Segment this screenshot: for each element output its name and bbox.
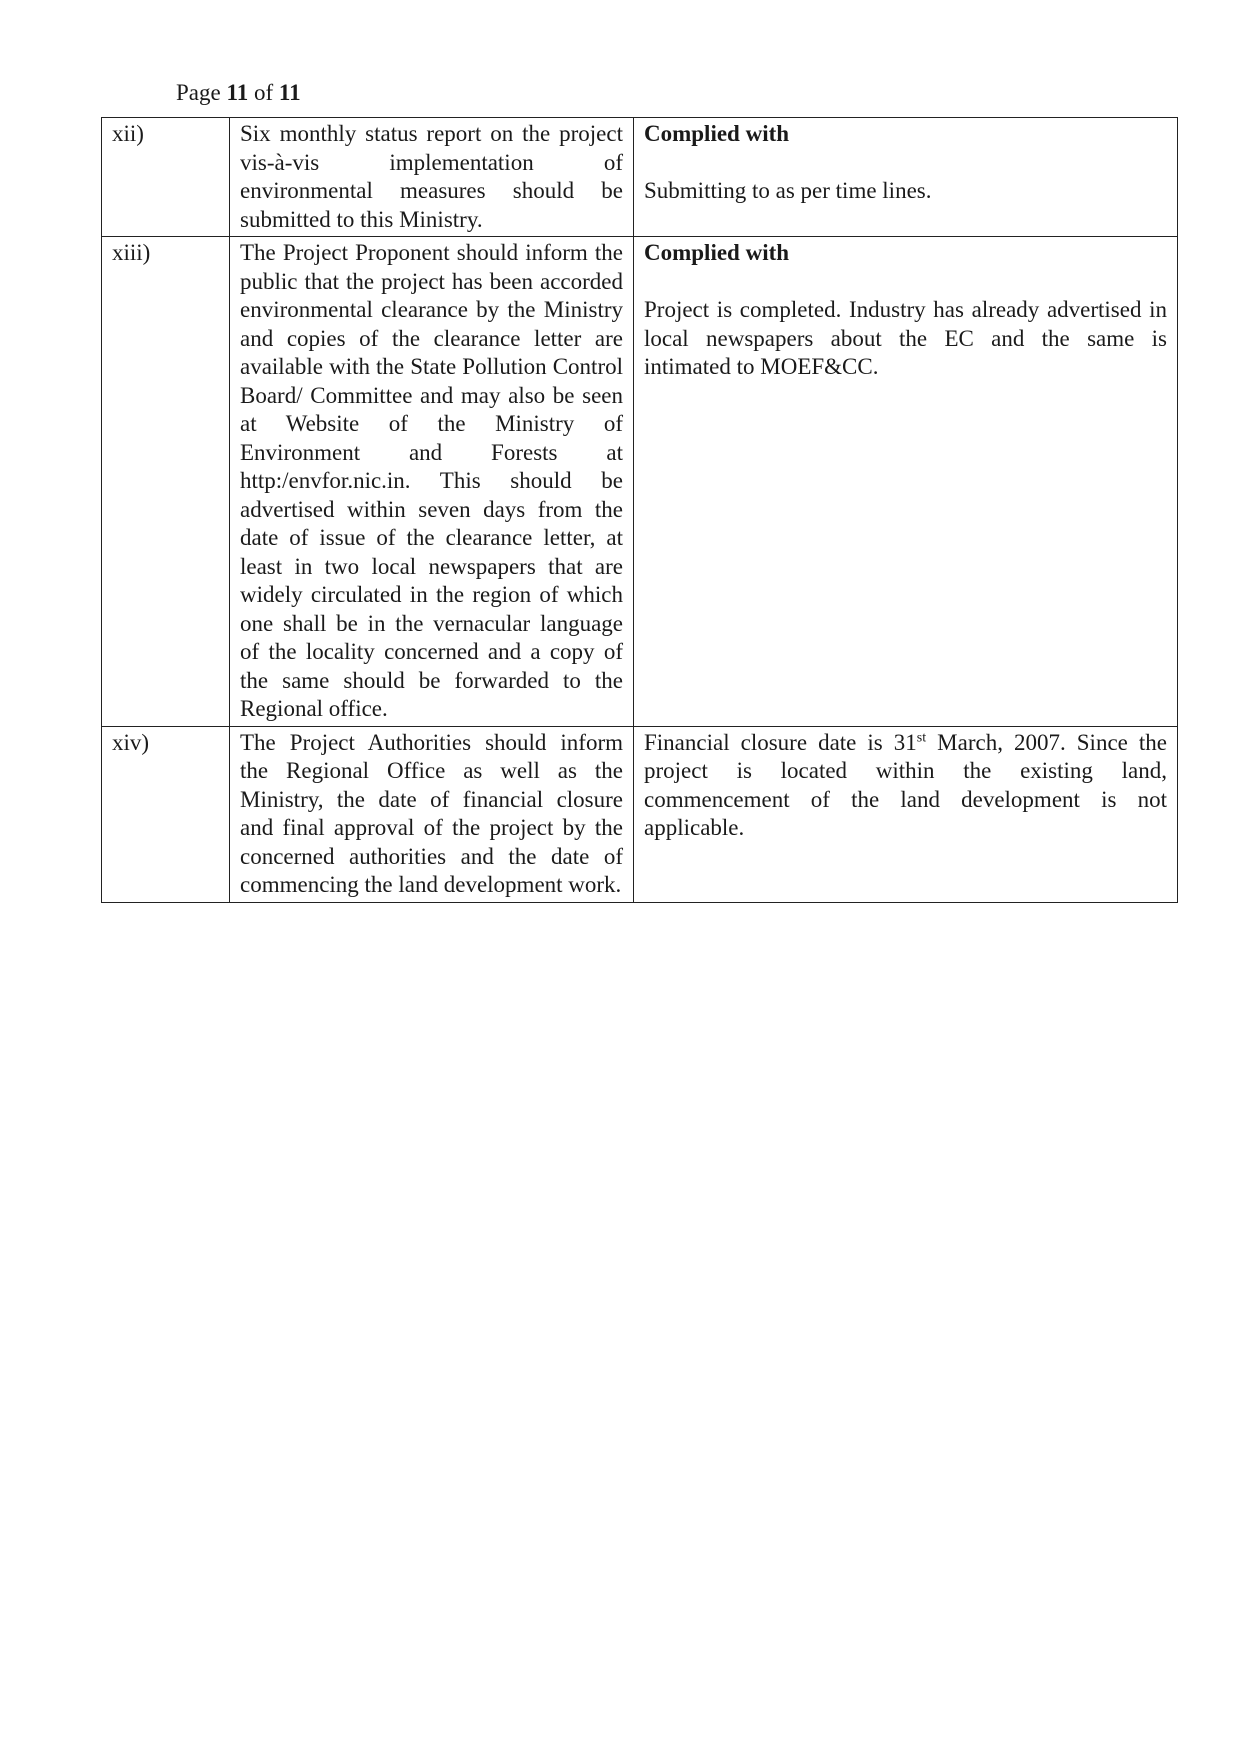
page-number: [176, 80, 301, 106]
condition-number: xiv): [102, 726, 230, 902]
condition-text: The Project Authorities should inform the Regional Office as well as the Ministry, the date of financial closure and final approval of the project by the concerned authorities and the date of commencing the land development work.: [230, 726, 634, 902]
status-text: Project is completed. Industry has already advertised in local newspapers about the EC and the same is intimated to MOEF&CC.: [644, 297, 1167, 379]
page-total: 11: [278, 80, 301, 105]
table-row: [102, 726, 1178, 902]
status-heading: Complied with: [644, 121, 790, 146]
condition-number: xiii): [102, 237, 230, 727]
compliance-status: [634, 118, 1178, 237]
condition-text: Six monthly status report on the project vis-à-vis implementation of environmental measures should be submitted to this Ministry.: [230, 118, 634, 237]
table-row: [102, 237, 1178, 727]
compliance-status: [634, 237, 1178, 727]
condition-text: The Project Proponent should inform the public that the project has been accorded environmental clearance by the Ministry and copies of the clearance letter are available with the State Pollution Control Board/ Committee and may also be seen at Website of the Ministry of Environment and Forests at http:/envfor.nic.in. This should be advertised within seven days from the date of issue of the clearance letter, at least in two local newspapers that are widely circulated in the region of which one shall be in the vernacular language of the locality concerned and a copy of the same should be forwarded to the Regional office.: [230, 237, 634, 727]
status-spacer: [644, 268, 1167, 297]
status-heading: Complied with: [644, 240, 790, 265]
status-text: Submitting to as per time lines.: [644, 178, 932, 203]
status-text-start: Financial closure date is 31: [644, 729, 917, 755]
page-of: of: [253, 80, 274, 105]
page-label: Page: [176, 80, 221, 105]
table-row: [102, 118, 1178, 237]
compliance-table: [101, 117, 1178, 903]
status-spacer: [644, 149, 1167, 178]
condition-number: xii): [102, 118, 230, 237]
ordinal-suffix: st: [916, 729, 927, 745]
compliance-status: [634, 726, 1178, 902]
status-text-end: March, 2007. Since the project is located within the existing land, commencement of the land development is not applicable.: [644, 729, 1167, 840]
page-current: 11: [226, 80, 249, 105]
